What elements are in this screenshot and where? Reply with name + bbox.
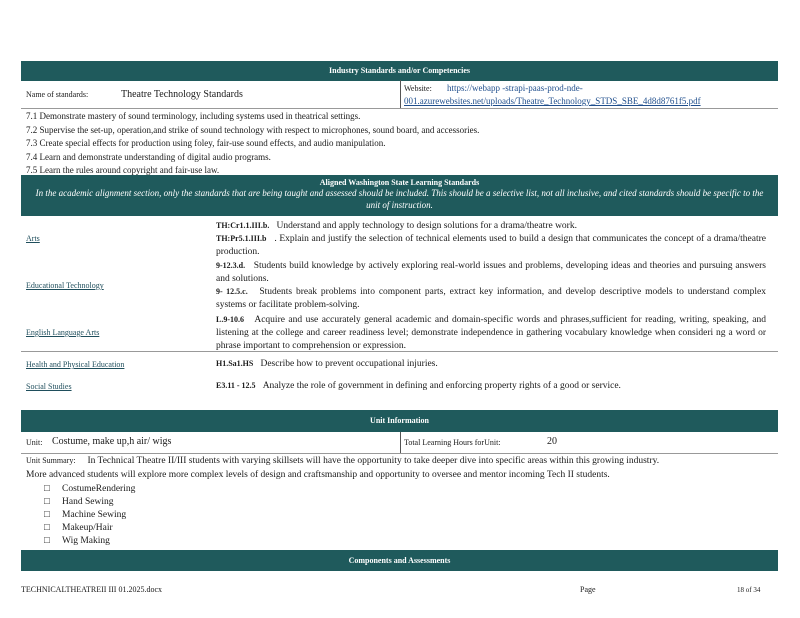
list-item <box>44 497 113 507</box>
unit-value: Costume, make up,h air/ wigs <box>52 436 172 447</box>
components-assessments-title: Components and Assessments <box>348 556 451 565</box>
list-item <box>44 523 113 533</box>
list-item <box>44 484 135 494</box>
industry-standards-list <box>26 110 479 178</box>
subject-social-studies: Social Studies <box>26 382 72 391</box>
checkbox-bullet-icon: □ <box>44 536 50 546</box>
unit-summary-text: In Technical Theatre II/III students with varying skillsets will have the opportunity to take deeper dive into specific areas within this growing industry. <box>87 456 660 466</box>
list-item <box>44 510 126 520</box>
industry-standards-header <box>21 61 778 80</box>
list-item <box>44 536 110 546</box>
aligned-standards-title: Aligned Washington State Learning Standards <box>319 178 480 187</box>
website-link-line2[interactable]: 001.azurewebsites.net/uploads/Theatre_Technology_STDS_SBE_4d8d8761f5.pdf <box>404 96 701 106</box>
list-item-label: CostumeRendering <box>62 484 136 494</box>
unit-summary-line1 <box>26 456 659 466</box>
list-item-label: Wig Making <box>62 536 110 546</box>
standard-text: Describe how to prevent occupational injuries. <box>260 359 438 369</box>
aligned-standards-header <box>21 175 778 216</box>
divider <box>21 108 778 109</box>
standard-code: 9- 12.5.c. <box>216 287 248 296</box>
name-of-standards-label: Name of standards: <box>26 90 89 99</box>
standard-code: TH:Cr1.1.III.b. <box>216 221 270 230</box>
list-item-label: Hand Sewing <box>62 497 114 507</box>
standard-text: Students build knowledge by actively exploring real-world issues and problems, developing ideas and theories and pursuing answers and solutions. <box>216 261 767 284</box>
unit-information-title: Unit Information <box>370 416 429 425</box>
unit-summary-label: Unit Summary: <box>26 456 76 465</box>
components-assessments-header <box>21 550 778 571</box>
standard-text: Acquire and use accurately general academic and domain-specific words and phrases,sufficient for reading, writing, speaking, and listening at the college and career readiness level; demonstrate independence in gathering vocabulary knowledge when consideri ng a word or phrase important to comprehension or expression. <box>216 315 766 351</box>
subject-english-language-arts: English Language Arts <box>26 328 100 337</box>
website-link-line1[interactable]: https://webapp -strapi-paas-prod-nde- <box>447 83 583 93</box>
standard-code: L.9-10.6 <box>216 315 244 324</box>
footer-page-number: 18 of 34 <box>737 586 761 594</box>
standard-code: TH:Pr5.1.III.b <box>216 234 267 243</box>
divider <box>21 453 778 454</box>
list-item-label: Machine Sewing <box>62 510 127 520</box>
unit-information-header <box>21 410 778 432</box>
divider <box>21 351 778 352</box>
list-item-label: Makeup/Hair <box>62 523 113 533</box>
standard-text: Students break problems into component parts, extract key information, and develop descriptive models to understand complex systems or facilitate problem-solving. <box>216 287 766 310</box>
standard-item: 7.5 Learn the rules around copyright and fair-use law. <box>26 165 220 175</box>
subject-arts: Arts <box>26 234 40 243</box>
total-hours-label: Total Learning Hours forUnit: <box>404 438 501 447</box>
standard-item: 7.4 Learn and demonstrate understanding of digital audio programs. <box>26 151 271 162</box>
standard-text: . Explain and justify the selection of technical elements used to build a design that communicates the concept of a drama/theatre production. <box>216 234 767 257</box>
footer-page-label: Page <box>580 585 596 594</box>
unit-label: Unit: <box>26 438 43 447</box>
total-hours-value: 20 <box>547 436 557 447</box>
edtech-standard-2 <box>216 285 766 312</box>
divider <box>400 80 401 108</box>
arts-standard-2 <box>216 232 766 259</box>
standard-item: 7.2 Supervise the set-up, operation,and strike of sound technology with respect to microphones, sound board, and accessories. <box>26 124 480 135</box>
standard-code: E3.11 - 12.5 <box>216 381 256 390</box>
checkbox-bullet-icon: □ <box>44 510 50 520</box>
divider <box>400 432 401 453</box>
social-studies-standard <box>216 379 766 393</box>
standard-item: 7.1 Demonstrate mastery of sound terminology, including systems used in theatrical settings. <box>26 111 361 121</box>
footer-filename: TECHNICALTHEATREII III 01.2025.docx <box>21 585 163 594</box>
arts-standard-1 <box>216 219 766 233</box>
health-standard <box>216 357 766 371</box>
website-label: Website: <box>404 84 432 93</box>
name-of-standards-value: Theatre Technology Standards <box>121 89 243 100</box>
aligned-standards-note: In the academic alignment section, only the standards that are being taught and assessed should be included. This should be a selective list, not all inclusive, and cited standards should be specific to the unit of instruction. <box>35 188 764 210</box>
subject-health-pe: Health and Physical Education <box>26 360 125 369</box>
standard-code: H1.Sa1.HS <box>216 359 254 368</box>
checkbox-bullet-icon: □ <box>44 484 50 494</box>
checkbox-bullet-icon: □ <box>44 497 50 507</box>
standard-code: 9-12.3.d. <box>216 261 246 270</box>
standard-text: Analyze the role of government in defining and enforcing property rights of a good or service. <box>262 381 621 391</box>
standard-text: Understand and apply technology to design solutions for a drama/theatre work. <box>276 221 577 231</box>
industry-standards-title: Industry Standards and/or Competencies <box>329 66 470 75</box>
ela-standard <box>216 313 766 353</box>
edtech-standard-1 <box>216 259 766 286</box>
subject-educational-technology: Educational Technology <box>26 281 104 290</box>
unit-summary-line2: More advanced students will explore more complex levels of design and craftsmanship and opportunity to oversee and mentor incoming Tech II students. <box>26 470 610 480</box>
checkbox-bullet-icon: □ <box>44 523 50 533</box>
standard-item: 7.3 Create special effects for production using foley, fair-use sound effects, and audio manipulation. <box>26 138 386 148</box>
